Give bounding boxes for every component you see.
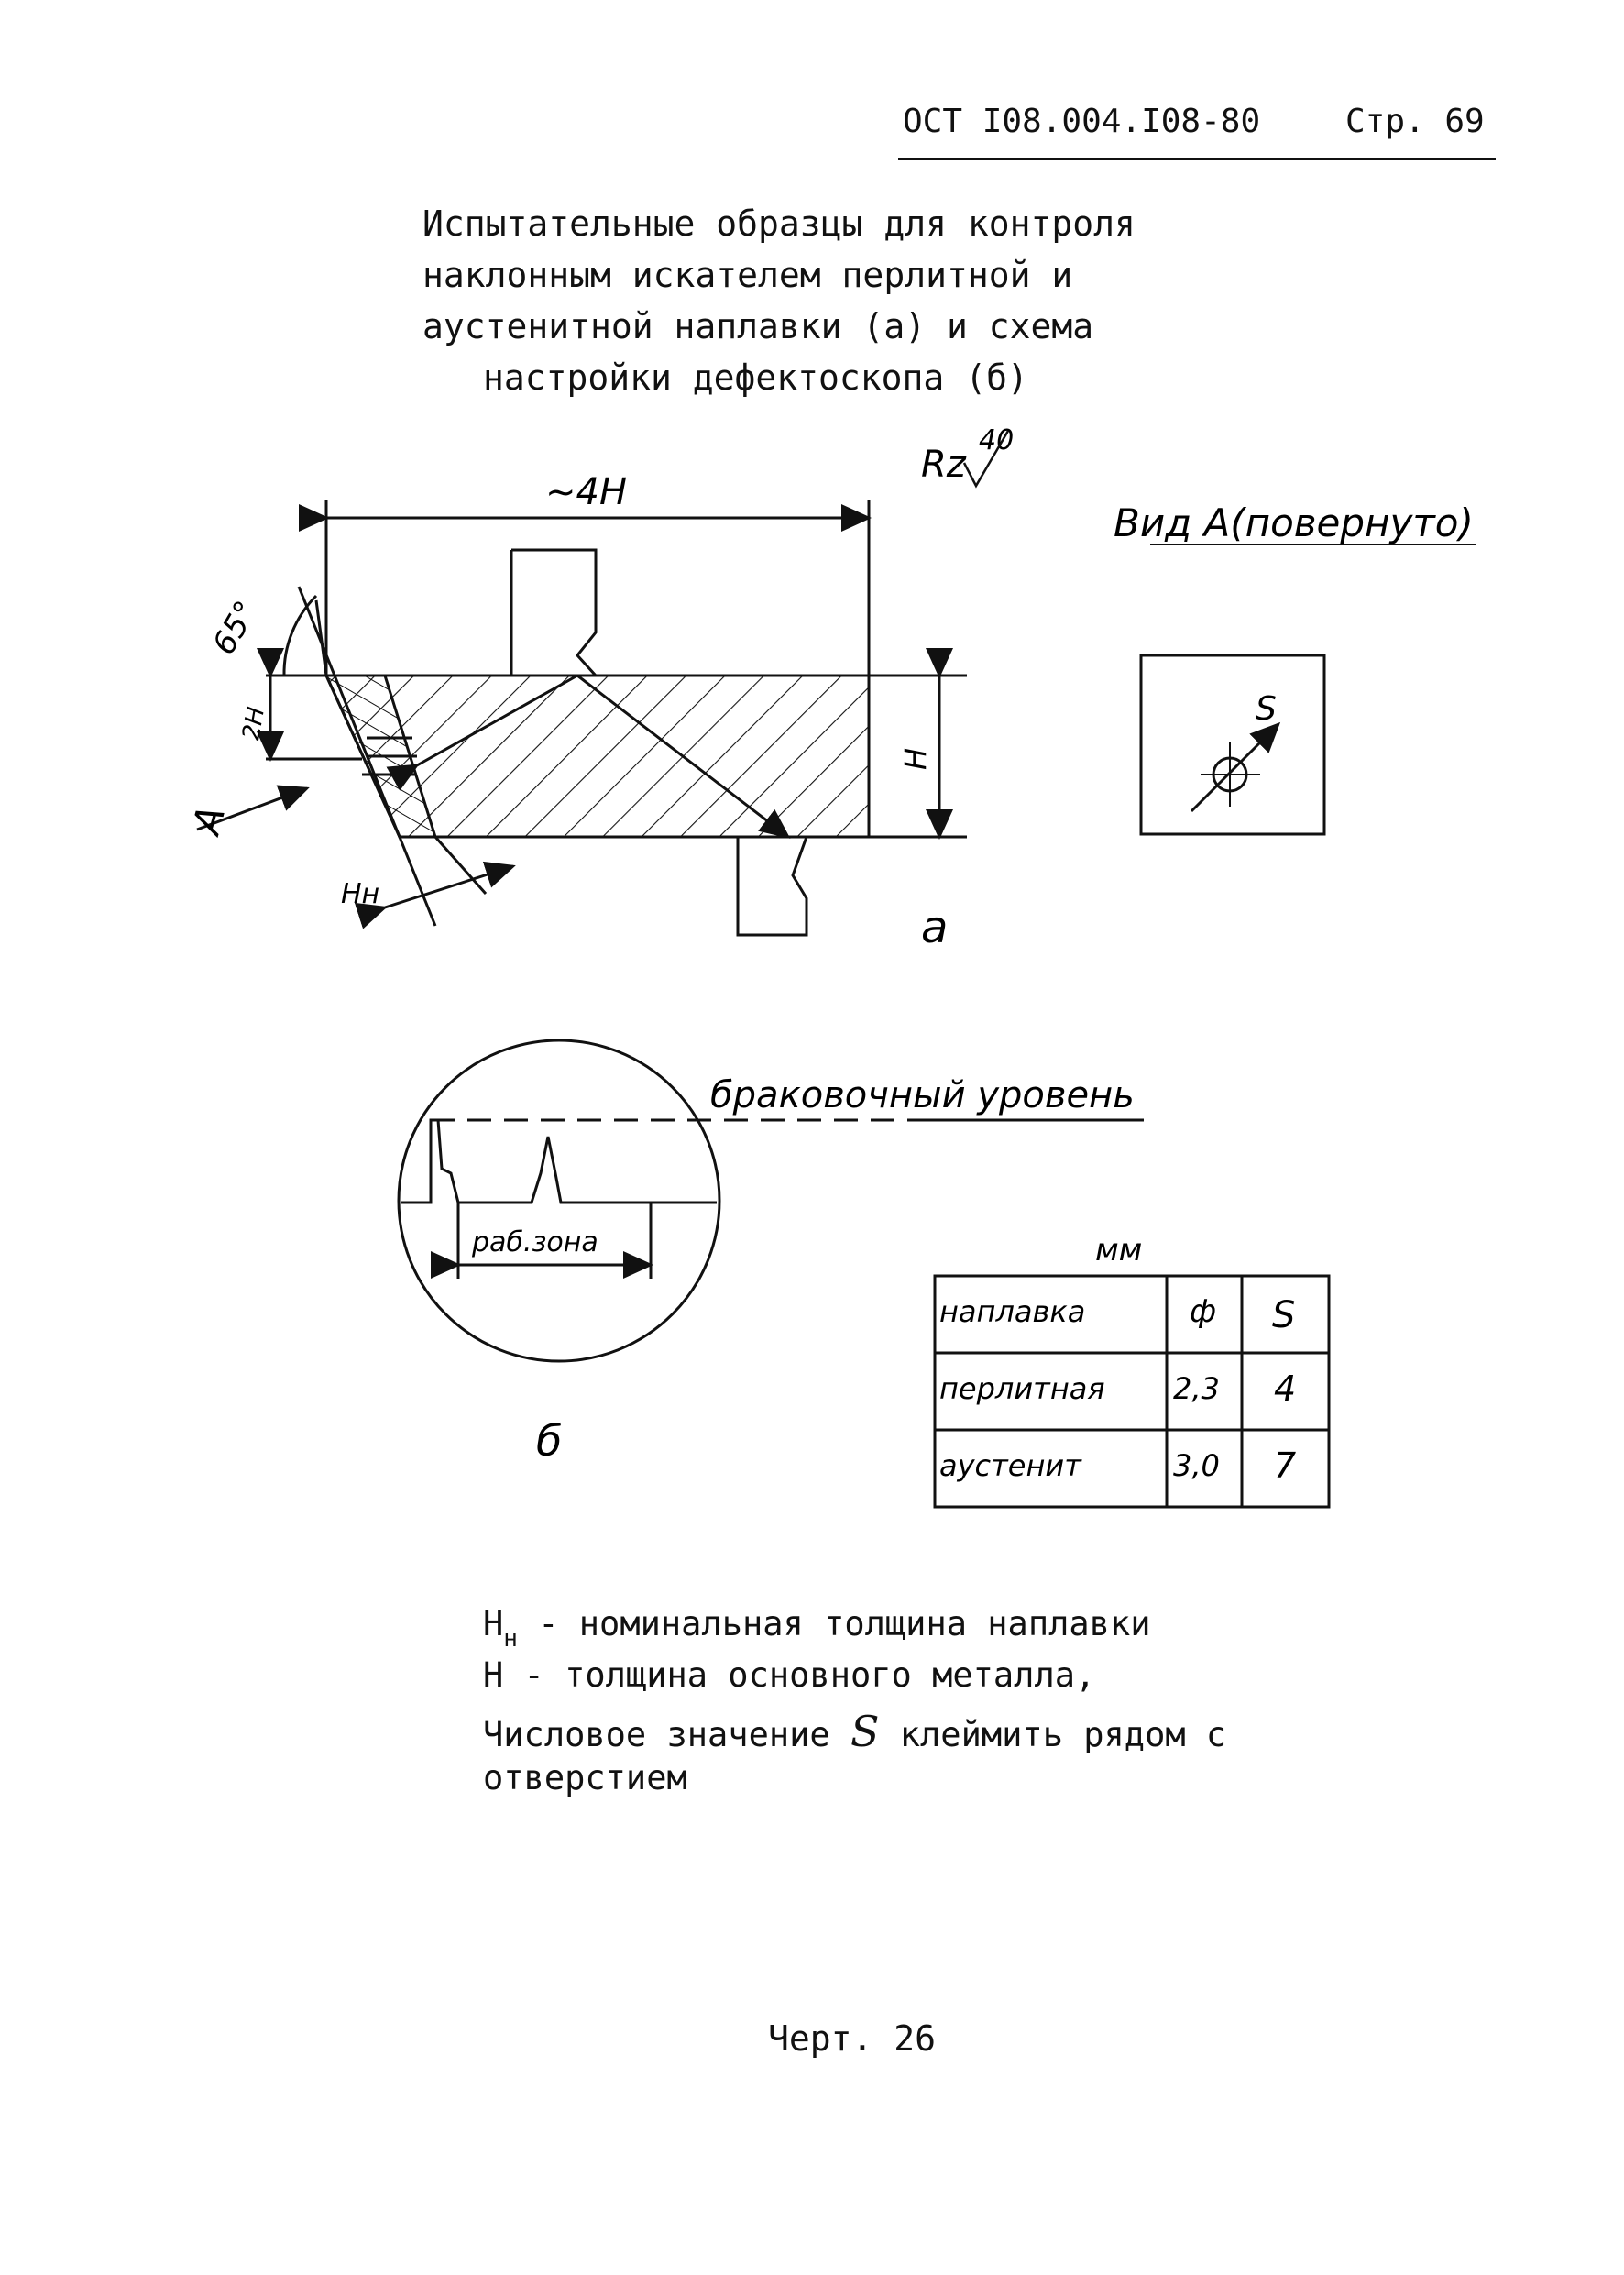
- work-zone-label: раб.зона: [472, 1226, 598, 1258]
- legend-hn-text: - номинальная толщина наплавки: [517, 1604, 1151, 1643]
- document-code: ОСТ I08.004.I08-80: [903, 103, 1261, 140]
- legend-s: [483, 1707, 1226, 1756]
- table-cell: 7: [1274, 1445, 1297, 1486]
- reject-level-label: браковочный уровень: [710, 1074, 1135, 1116]
- table-cell: перлитная: [939, 1371, 1105, 1406]
- angle-label: 65°: [205, 594, 266, 662]
- roughness-label: Rz: [921, 444, 966, 486]
- table-cell: 3,0: [1173, 1448, 1220, 1483]
- figure-b-label: б: [536, 1416, 563, 1466]
- dim-h-label: H: [898, 747, 933, 770]
- table-units: мм: [1095, 1232, 1143, 1269]
- view-a-square: [1141, 655, 1324, 834]
- dim-2h-label: 2H: [237, 704, 271, 742]
- dim-hn-label: Hн: [341, 878, 380, 910]
- legend-hn: [483, 1604, 1151, 1653]
- legend-s-suffix: клеймить рядом с: [879, 1715, 1227, 1754]
- figure-a-label: а: [921, 902, 949, 953]
- view-a-label: Вид А(повернуто): [1114, 500, 1474, 545]
- title-line-1: Испытательные образцы для контроля: [422, 203, 1136, 244]
- figure-caption: Черт. 26: [768, 2018, 937, 2059]
- table-cell: 4: [1274, 1368, 1297, 1409]
- figure-a-specimen: [197, 500, 967, 935]
- legend-s-prefix: Числовое значение: [483, 1715, 850, 1754]
- title-line-3: аустенитной наплавки (а) и схема: [422, 306, 1094, 346]
- legend-h: H - толщина основного металла,: [483, 1655, 1096, 1695]
- legend-last: отверстием: [483, 1758, 687, 1797]
- legend-hn-symbol: H: [483, 1604, 504, 1643]
- page-number: Стр. 69: [1345, 103, 1485, 140]
- table-header-cladding: наплавка: [939, 1294, 1086, 1329]
- view-arrow-label: A: [183, 801, 235, 839]
- table-header-s: S: [1272, 1294, 1296, 1336]
- length-dimension: ~4H: [545, 471, 628, 513]
- roughness-value: 40: [979, 424, 1015, 456]
- title-line-2: наклонным искателем перлитной и: [422, 255, 1073, 295]
- legend-s-symbol: S: [850, 1707, 880, 1756]
- title-line-4: настройки дефектоскопа (б): [483, 357, 1028, 398]
- table-header-diameter: ф: [1190, 1293, 1217, 1330]
- table-cell: аустенит: [939, 1448, 1081, 1483]
- table-cell: 2,3: [1173, 1371, 1220, 1406]
- view-a-s-label: S: [1256, 690, 1277, 728]
- legend-hn-subscript: н: [503, 1625, 518, 1653]
